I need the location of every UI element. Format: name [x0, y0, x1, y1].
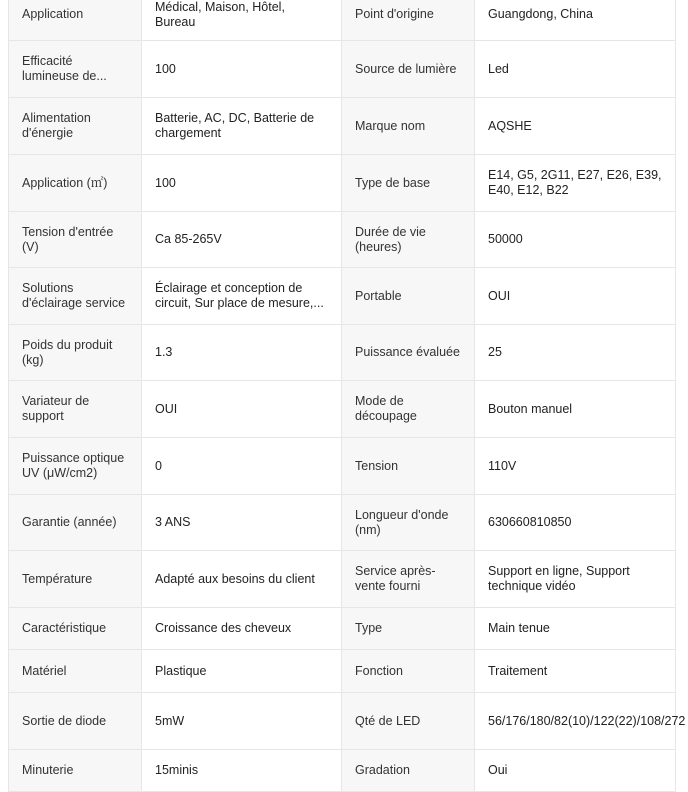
table-row — [9, 438, 676, 495]
table-row — [9, 268, 676, 325]
spec-label: Type de base — [342, 155, 475, 212]
spec-label: Longueur d'onde (nm) — [342, 495, 475, 551]
product-spec-table — [8, 0, 686, 792]
spec-label: Mode de découpage — [342, 381, 475, 438]
spec-value: 100 — [142, 155, 342, 212]
spec-value: Adapté aux besoins du client — [142, 551, 342, 608]
table-row — [9, 41, 676, 98]
spec-value: Led — [475, 41, 676, 98]
spec-label: Point d'origine — [342, 0, 475, 41]
spec-value: 630660810850 — [475, 495, 676, 551]
spec-label: Service après-vente fourni — [342, 551, 475, 608]
spec-value: Support en ligne, Support technique vidéo — [475, 551, 676, 608]
spec-value: E14, G5, 2G11, E27, E26, E39, E40, E12, B22 — [475, 155, 676, 212]
spec-value: Main tenue — [475, 608, 676, 650]
spec-label: Type — [342, 608, 475, 650]
spec-label: Application — [9, 0, 142, 41]
spec-label: Garantie (année) — [9, 495, 142, 551]
spec-label: Puissance optique UV (μW/cm2) — [9, 438, 142, 495]
spec-label: Variateur de support — [9, 381, 142, 438]
spec-value: AQSHE — [475, 98, 676, 155]
spec-label: Caractéristique — [9, 608, 142, 650]
spec-label: Tension d'entrée (V) — [9, 212, 142, 268]
table-row — [9, 0, 676, 41]
spec-label: Température — [9, 551, 142, 608]
table-row — [9, 551, 676, 608]
table-row — [9, 212, 676, 268]
table-row — [9, 750, 676, 792]
table-row — [9, 693, 676, 750]
spec-label: Gradation — [342, 750, 475, 792]
spec-value: Médical, Maison, Hôtel, Bureau — [142, 0, 342, 41]
spec-label: Portable — [342, 268, 475, 325]
spec-label: Fonction — [342, 650, 475, 693]
table-row — [9, 325, 676, 381]
spec-value: 0 — [142, 438, 342, 495]
table-row — [9, 495, 676, 551]
spec-value: Plastique — [142, 650, 342, 693]
spec-value: 100 — [142, 41, 342, 98]
spec-value: 50000 — [475, 212, 676, 268]
spec-label: Application (㎡) — [9, 155, 142, 212]
table-row — [9, 155, 676, 212]
spec-value: 56/176/180/82(10)/122(22)/108/272 — [475, 693, 676, 750]
spec-label: Durée de vie (heures) — [342, 212, 475, 268]
spec-label: Marque nom — [342, 98, 475, 155]
spec-label: Poids du produit (kg) — [9, 325, 142, 381]
spec-value: 1.3 — [142, 325, 342, 381]
spec-label: Puissance évaluée — [342, 325, 475, 381]
spec-label: Minuterie — [9, 750, 142, 792]
spec-value: 3 ANS — [142, 495, 342, 551]
spec-value: Éclairage et conception de circuit, Sur place de mesure,... — [142, 268, 342, 325]
spec-label: Qté de LED — [342, 693, 475, 750]
spec-value: Ca 85-265V — [142, 212, 342, 268]
spec-value: 110V — [475, 438, 676, 495]
spec-value: Croissance des cheveux — [142, 608, 342, 650]
spec-value: Bouton manuel — [475, 381, 676, 438]
spec-value: 15minis — [142, 750, 342, 792]
table-row — [9, 650, 676, 693]
spec-label: Solutions d'éclairage service — [9, 268, 142, 325]
spec-label: Sortie de diode — [9, 693, 142, 750]
spec-value: 25 — [475, 325, 676, 381]
spec-value: OUI — [475, 268, 676, 325]
spec-value: 5mW — [142, 693, 342, 750]
spec-label: Matériel — [9, 650, 142, 693]
table-row — [9, 608, 676, 650]
spec-value: Traitement — [475, 650, 676, 693]
table-row — [9, 381, 676, 438]
table-row — [9, 98, 676, 155]
spec-value: Oui — [475, 750, 676, 792]
spec-value: Batterie, AC, DC, Batterie de chargement — [142, 98, 342, 155]
spec-label: Efficacité lumineuse de... — [9, 41, 142, 98]
spec-label: Tension — [342, 438, 475, 495]
spec-value: OUI — [142, 381, 342, 438]
spec-label: Source de lumière — [342, 41, 475, 98]
spec-value: Guangdong, China — [475, 0, 676, 41]
spec-label: Alimentation d'énergie — [9, 98, 142, 155]
